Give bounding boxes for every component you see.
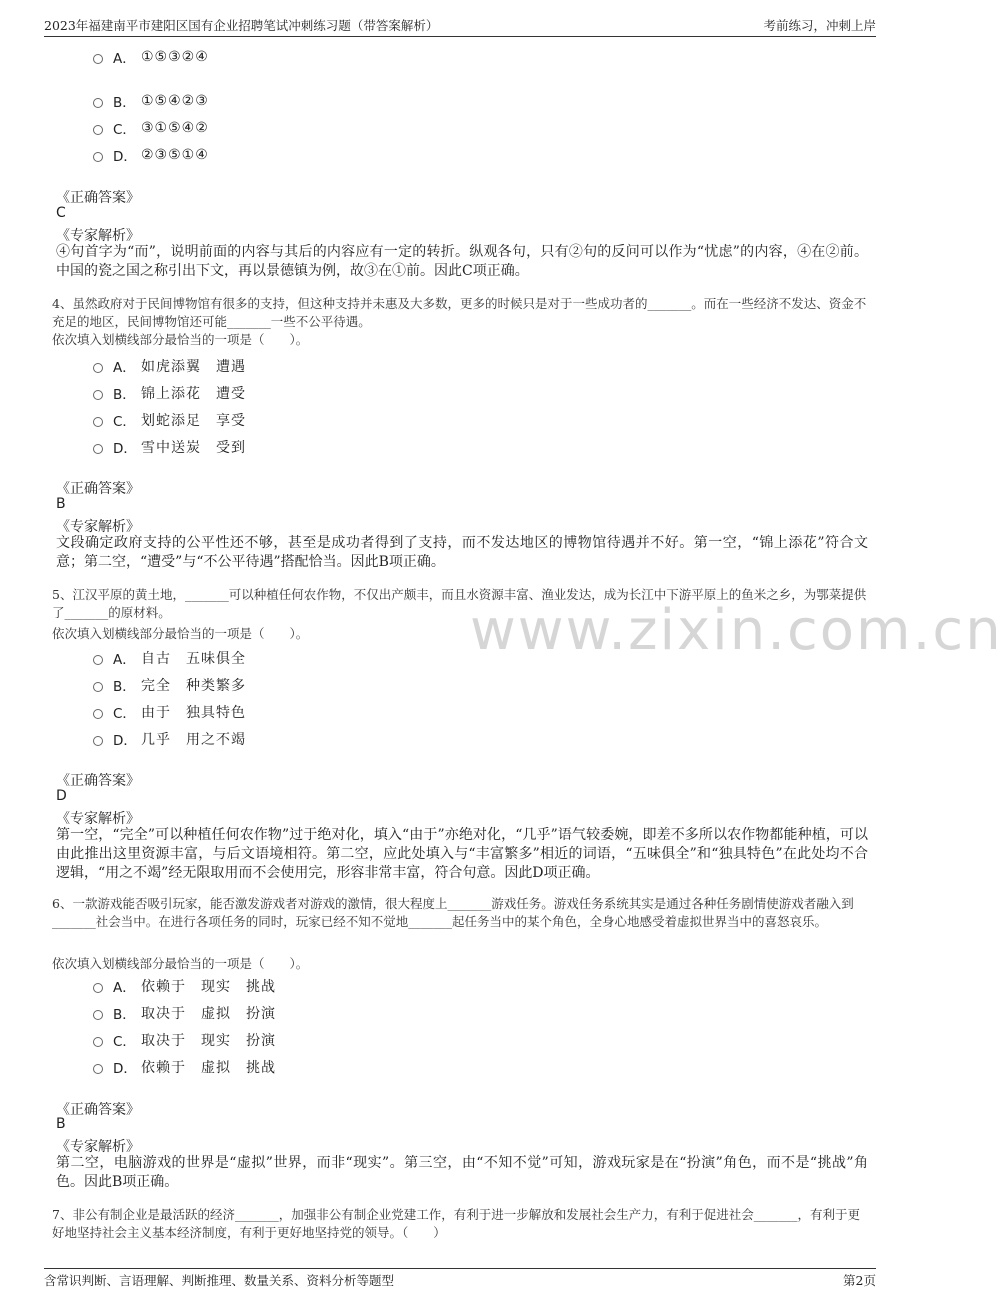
q5-answer: D xyxy=(56,788,67,804)
page-number: 第2页 xyxy=(843,1273,876,1288)
q4-option-a[interactable]: A． 如虎添翼 遭遇 xyxy=(93,356,246,376)
page-header xyxy=(44,10,876,37)
answer-label: 《正确答案》 xyxy=(56,773,140,789)
q4-answer: B xyxy=(56,496,66,512)
radio-icon[interactable] xyxy=(93,54,103,64)
answer-label: 《正确答案》 xyxy=(56,190,140,206)
q4-option-d[interactable]: D． 雪中送炭 受到 xyxy=(93,437,246,457)
radio-icon[interactable] xyxy=(93,709,103,719)
q5-option-c[interactable]: C． 由于 独具特色 xyxy=(93,702,246,722)
q4-stem: 4、虽然政府对于民间博物馆有很多的支持，但这种支持并未惠及大多数，更多的时候只是对于一些成功者的_______。而在一些经济不发达、资金不充足的地区，民间博物馆还可能_______一些不公平待遇。 xyxy=(52,296,867,329)
answer-label: 《正确答案》 xyxy=(56,481,140,497)
q3-option-d[interactable]: D． ②③⑤①④ xyxy=(93,145,209,165)
radio-icon[interactable] xyxy=(93,125,103,135)
radio-icon[interactable] xyxy=(93,736,103,746)
q3-answer: C xyxy=(56,205,66,221)
q3-analysis: ④句首字为“而”，说明前面的内容与其后的内容应有一定的转折。纵观各句，只有②句的反问可以作为“忧虑”的内容，④在②前。中国的瓷之国之称引出下文，再以景德镇为例，故③在①前。因此C项正确。 xyxy=(56,244,868,279)
q6-option-a[interactable]: A． 依赖于 现实 挑战 xyxy=(93,976,276,996)
q4-option-b[interactable]: B． 锦上添花 遭受 xyxy=(93,383,246,403)
page-footer xyxy=(44,1268,876,1291)
radio-icon[interactable] xyxy=(93,444,103,454)
q6-option-b[interactable]: B． 取决于 虚拟 扮演 xyxy=(93,1003,276,1023)
q5-option-b[interactable]: B． 完全 种类繁多 xyxy=(93,675,246,695)
answer-label: 《正确答案》 xyxy=(56,1102,140,1118)
radio-icon[interactable] xyxy=(93,1064,103,1074)
radio-icon[interactable] xyxy=(93,98,103,108)
q3-option-c[interactable]: C． ③①⑤④② xyxy=(93,118,209,138)
q5-prompt: 依次填入划横线部分最恰当的一项是（ ）。 xyxy=(52,626,309,641)
radio-icon[interactable] xyxy=(93,983,103,993)
radio-icon[interactable] xyxy=(93,363,103,373)
radio-icon[interactable] xyxy=(93,152,103,162)
q7-stem: 7、非公有制企业是最活跃的经济_______，加强非公有制企业党建工作，有利于进一步解放和发展社会生产力，有利于促进社会_______，有利于更好地坚持社会主义基本经济制度，有利于更好地坚持党的领导。（ ） xyxy=(52,1207,860,1240)
q6-option-d[interactable]: D． 依赖于 虚拟 挑战 xyxy=(93,1057,276,1077)
q6-analysis: 第二空，电脑游戏的世界是“虚拟”世界，而非“现实”。第三空，由“不知不觉”可知，游戏玩家是在“扮演”角色，而不是“挑战”角色。因此B项正确。 xyxy=(56,1155,868,1190)
q6-prompt: 依次填入划横线部分最恰当的一项是（ ）。 xyxy=(52,956,309,971)
q3-option-b[interactable]: B． ①⑤④②③ xyxy=(93,91,209,111)
analysis-label: 《专家解析》 xyxy=(56,1139,140,1155)
analysis-label: 《专家解析》 xyxy=(56,811,140,827)
analysis-label: 《专家解析》 xyxy=(56,228,140,244)
q6-stem: 6、一款游戏能否吸引玩家，能否激发游戏者对游戏的激情，很大程度上_______游戏任务。游戏任务系统其实是通过各种任务剧情使游戏者融入到_______社会当中。在进行各项任务的同时，玩家已经不知不觉地_______起任务当中的某个角色，全身心地感受着虚拟世界当中的喜怒哀乐。 xyxy=(52,896,854,929)
q5-analysis: 第一空，“完全”可以种植任何农作物”过于绝对化，填入“由于”亦绝对化，“几乎”语气较委婉，即差不多所以农作物都能种植，可以由此推出这里资源丰富，与后文语境相符。第二空，应此处填入与“丰富繁多”相近的词语，“五味俱全”和“独具特色”在此处均不合逻辑，“用之不竭”经无限取用而不会使用完，形容非常丰富，符合句意。因此D项正确。 xyxy=(56,827,868,881)
radio-icon[interactable] xyxy=(93,1010,103,1020)
q4-option-c[interactable]: C． 划蛇添足 享受 xyxy=(93,410,246,430)
q5-option-d[interactable]: D． 几乎 用之不竭 xyxy=(93,729,246,749)
q5-option-a[interactable]: A． 自古 五味俱全 xyxy=(93,648,246,668)
radio-icon[interactable] xyxy=(93,417,103,427)
watermark: www.zixin.com.cn xyxy=(470,598,1003,663)
q6-option-c[interactable]: C． 取决于 现实 扮演 xyxy=(93,1030,276,1050)
q4-analysis: 文段确定政府支持的公平性还不够，甚至是成功者得到了支持，而不发达地区的博物馆待遇并不好。第一空，“锦上添花”符合文意；第二空，“遭受”与“不公平待遇”搭配恰当。因此B项正确。 xyxy=(56,535,868,570)
radio-icon[interactable] xyxy=(93,682,103,692)
document-title: 2023年福建南平市建阳区国有企业招聘笔试冲刺练习题（带答案解析） xyxy=(44,18,439,33)
q5-stem: 5、江汉平原的黄土地，_______可以种植任何农作物，不仅出产颇丰，而且水资源丰富、渔业发达，成为长江中下游平原上的鱼米之乡，为鄂菜提供了_______的原材料。 xyxy=(52,587,867,620)
q3-option-a[interactable]: A． ①⑤③②④ xyxy=(93,47,209,67)
q6-answer: B xyxy=(56,1116,66,1132)
footer-description: 含常识判断、言语理解、判断推理、数量关系、资料分析等题型 xyxy=(44,1273,395,1288)
q4-prompt: 依次填入划横线部分最恰当的一项是（ ）。 xyxy=(52,332,309,347)
analysis-label: 《专家解析》 xyxy=(56,519,140,535)
radio-icon[interactable] xyxy=(93,390,103,400)
header-slogan: 考前练习，冲刺上岸 xyxy=(763,18,876,33)
radio-icon[interactable] xyxy=(93,1037,103,1047)
radio-icon[interactable] xyxy=(93,655,103,665)
